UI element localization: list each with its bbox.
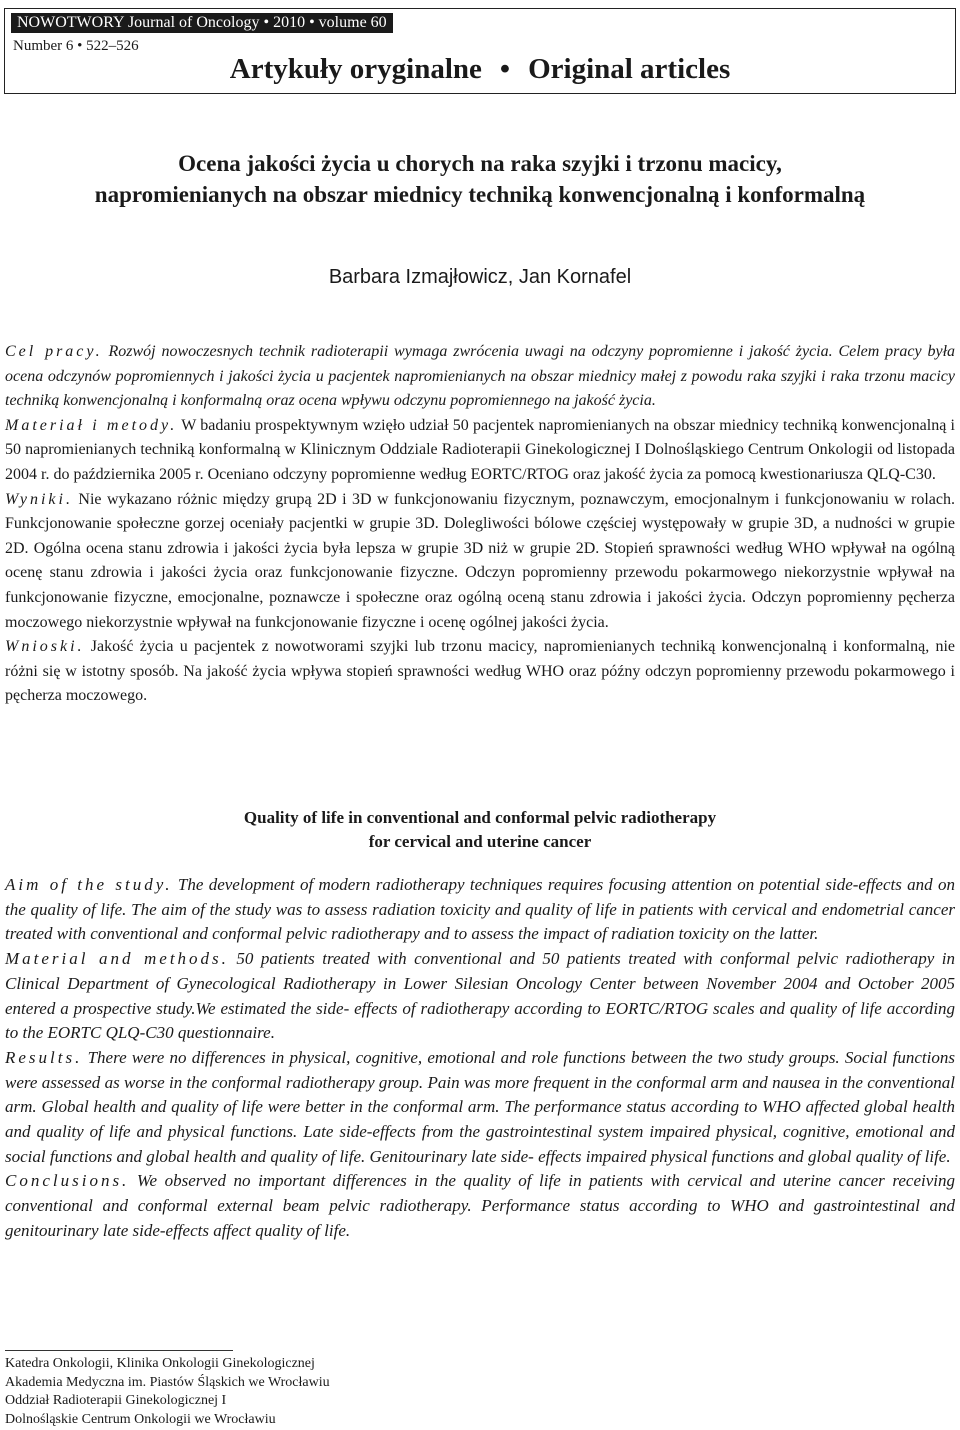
abstract-pl-conclusions [5, 635, 955, 709]
abstract-pl-conclusions-label: Wnioski. [5, 638, 85, 656]
abstract-en-results-label: Results. [5, 1047, 83, 1067]
abstract-en-aim [5, 873, 955, 947]
abstract-en-results-text: There were no differences in physical, cognitive, emotional and role functions between the two study groups. Social functions were assessed as worse in the conformal radiotherapy group. Pain was more frequent in the conformal arm and nausea in the conventional arm. Global health and quality of life were better in the conformal arm. The performance status according to WHO affected global health and quality of life and physical functions. Late side-effects from the gastrointestinal system impaired physical, cognitive, emotional and social functions and global health and quality of life. Genitourinary late side- effects impaired physical functions and global quality of life. [5, 1047, 955, 1166]
abstract-pl-methods-label: Materiał i metody. [5, 416, 178, 434]
abstract-en-aim-label: Aim of the study. [5, 875, 173, 894]
bullet-separator: • [499, 53, 511, 85]
journal-name-banner: NOWOTWORY Journal of Oncology • 2010 • volume 60 [11, 13, 393, 33]
journal-header [4, 8, 956, 94]
affiliation-line: Oddział Radioterapii Ginekologicznej I [5, 1393, 227, 1408]
abstract-pl [5, 340, 955, 709]
article-title-pl [0, 148, 960, 210]
footnote-divider [5, 1350, 233, 1351]
abstract-pl-methods [5, 414, 955, 488]
affiliation-line: Katedra Onkologii, Klinika Onkologii Ginekologicznej [5, 1356, 315, 1371]
abstract-pl-methods-text: W badaniu prospektywnym wzięło udział 50 pacjentek napromienianych na obszar miednicy techniką konwencjonalną i 50 napromienianych techniką konformalną w Klinicznym Oddziale Radioterapii Ginekologicznej I Dolnośląskiego Centrum Onkologii od listopada 2004 r. do października 2005 r. Oceniano odczyny popromienne według EORTC/RTOG oraz jakość życia za pomocą kwestionariusza QLQ-C30. [5, 416, 955, 483]
abstract-en-methods-text: 50 patients treated with conventional and 50 patients treated with conformal pelvic radiotherapy in Clinical Department of Gynecological Radiotherapy in Lower Silesian Oncology Center between November 2004 and October 2005 entered a prospective study.We estimated the side- effects of radiotherapy according to EORTC/RTOG scales and quality of life according to the EORTC QLQ-C30 questionnaire. [5, 949, 956, 1043]
abstract-pl-conclusions-text: Jakość życia u pacjentek z nowotworami szyjki lub trzonu macicy, napromienianych techniką konwencjonalną i konformalną, nie różni się w istotny sposób. Na jakość życia wpływa stopień sprawności według WHO oraz późny odczyn popromienny przewodu pokarmowego i pęcherza moczowego. [5, 638, 955, 705]
article-title-en-line-2: for cervical and uterine cancer [368, 832, 592, 851]
abstract-en-conclusions-text: We observed no important differences in the quality of life in patients with cervical and uterine cancer receiving conventional and conformal external beam pelvic radiotherapy. Performance status according to WHO and gastrointestinal and genitourinary late side-effects affect quality of life. [5, 1171, 955, 1240]
abstract-en-aim-text: The development of modern radiotherapy techniques requires focusing attention on potential side-effects and on the quality of life. The aim of the study was to assess radiation toxicity and quality of life in patients with cervical and endometrial cancer treated with conventional and conformal pelvic radiotherapy and to assess the impact of radiation toxicity on the latter. [5, 875, 955, 944]
abstract-en-methods [5, 947, 955, 1046]
abstract-en-conclusions [5, 1169, 955, 1243]
section-heading-en: Original articles [528, 53, 731, 85]
abstract-pl-results-text: Nie wykazano różnic między grupą 2D i 3D w funkcjonowaniu fizycznym, poznawczym, emocjonalnym i funkcjonowaniu w rolach. Funkcjonowanie społeczne gorzej oceniały pacjentki w grupie 3D. Dolegliwości bólowe częściej występowały w grupie 3D, a nudności w grupie 2D. Ogólna ocena stanu zdrowia i jakości życia była lepsza w grupie 3D niż w grupie 2D. Stopień sprawności według WHO wpływał na ogólną ocenę stanu zdrowia i jakości życia oraz funkcjonowanie fizyczne. Odczyn popromienny przewodu pokarmowego niekorzystnie wpływał na funkcjonowanie fizyczne, emocjonalne, poznawcze i społeczne oraz ogólną oceną stanu zdrowia i jakości życia. Odczyn popromienny pęcherza moczowego niekorzystnie wpływał na funkcjonowanie fizyczne i ocenę ogólnej jakości życia. [5, 490, 955, 631]
abstract-pl-results-label: Wyniki. [5, 490, 73, 508]
abstract-pl-results [5, 488, 955, 636]
issue-number: Number 6 • 522–526 [13, 38, 139, 54]
abstract-en-conclusions-label: Conclusions. [5, 1171, 130, 1191]
article-title-pl-line-2: napromienianych na obszar miednicy techniką konwencjonalną i konformalną [94, 182, 866, 207]
affiliation-line: Akademia Medyczna im. Piastów Śląskich we Wrocławiu [5, 1374, 330, 1390]
abstract-en-methods-label: Material and methods. [5, 949, 229, 969]
article-title-en [0, 806, 960, 854]
abstract-pl-aim-text: Rozwój nowoczesnych technik radioterapii wymaga zwrócenia uwagi na odczyny popromienne i jakość życia. Celem pracy była ocena odczynów popromiennych i jakości życia u pacjentek napromienianych na obszar miednicy małej z powodu raka szyjki i raka trzonu macicy techniką konwencjonalną i konformalną oraz ocena wpływu odczynu popromiennego na jakość życia. [5, 343, 956, 410]
abstract-en-results [5, 1046, 955, 1170]
abstract-pl-aim-label: Cel pracy. [5, 343, 103, 360]
section-heading-pl: Artykuły oryginalne [229, 53, 482, 85]
author-list: Barbara Izmajłowicz, Jan Kornafel [328, 266, 632, 288]
abstract-en [5, 873, 955, 1244]
article-title-en-line-1: Quality of life in conventional and conformal pelvic radiotherapy [243, 808, 717, 827]
article-title-pl-line-1: Ocena jakości życia u chorych na raka szyjki i trzonu macicy, [178, 151, 782, 176]
section-heading [5, 51, 955, 87]
author-affiliation [5, 1355, 330, 1429]
affiliation-line: Dolnośląskie Centrum Onkologii we Wrocławiu [5, 1411, 276, 1427]
abstract-pl-aim [5, 340, 955, 414]
